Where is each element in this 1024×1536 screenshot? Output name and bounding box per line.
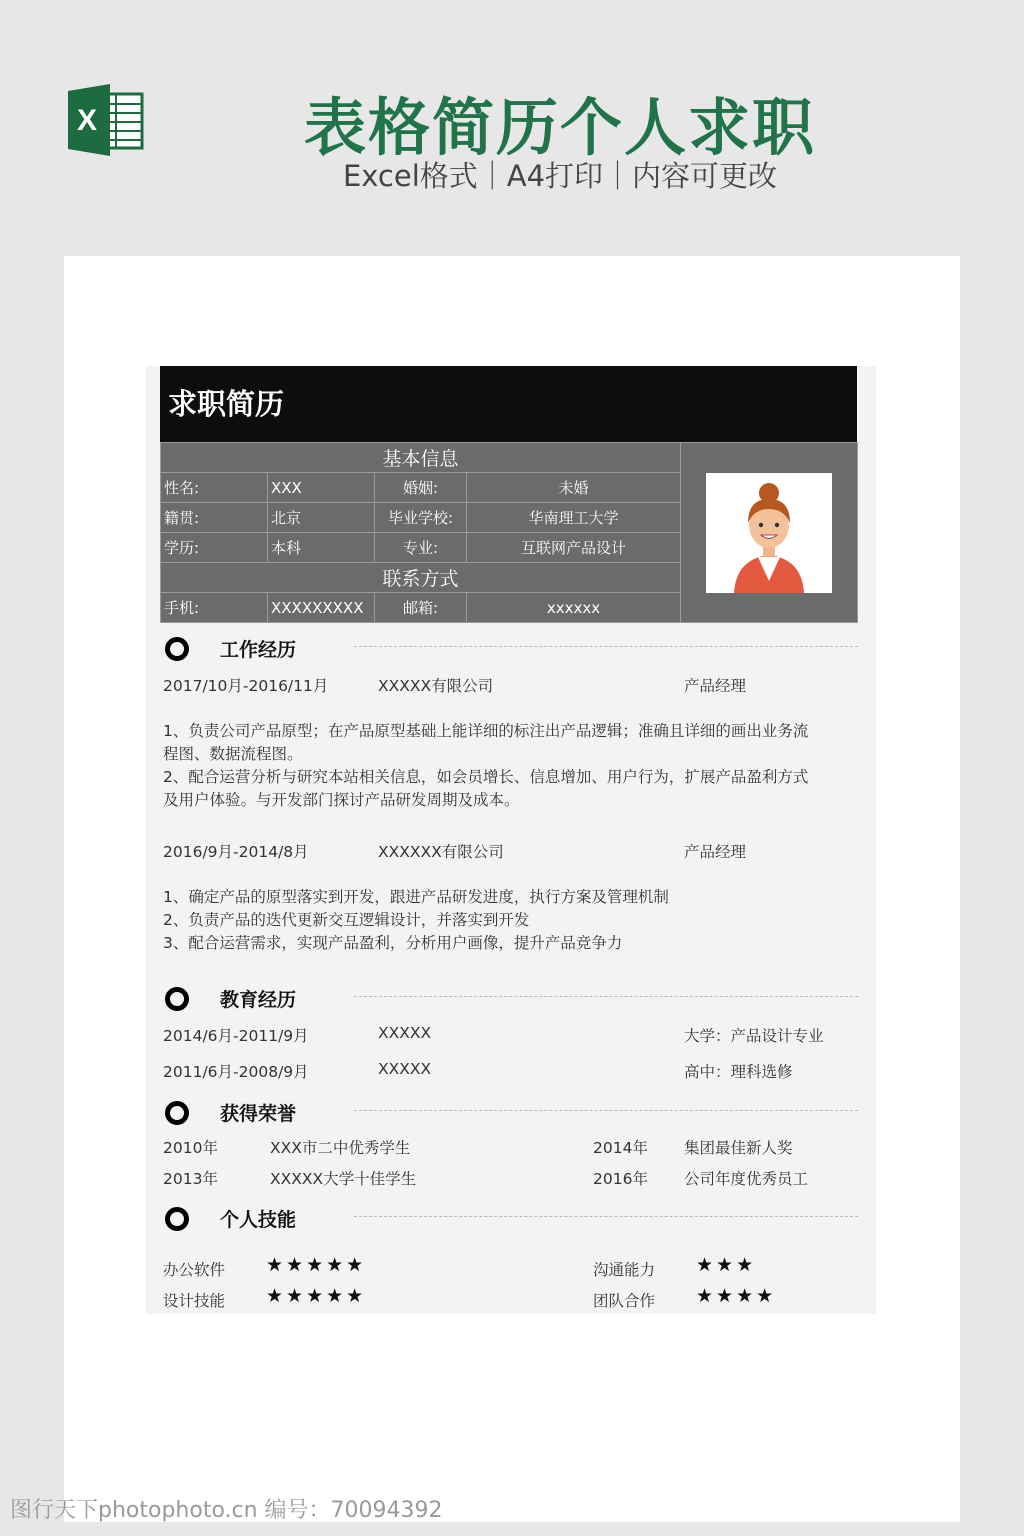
edu-period: 2011/6月-2008/9月 bbox=[163, 1063, 309, 1081]
hometown-label: 籍贯: bbox=[161, 503, 268, 533]
skills-section-header bbox=[164, 1204, 858, 1234]
dashed-divider bbox=[354, 646, 858, 647]
edu-period: 2014/6月-2011/9月 bbox=[163, 1027, 309, 1045]
description-line: 1、负责公司产品原型；在产品原型基础上能详细的标注出产品逻辑；准确且详细的画出业务流 bbox=[163, 722, 809, 740]
basic-info-table bbox=[160, 442, 858, 623]
page-subtitle: Excel格式｜A4打印｜内容可更改 bbox=[342, 159, 778, 193]
edu-school: XXXXX bbox=[378, 1024, 432, 1042]
photo-cell bbox=[681, 443, 858, 623]
star-rating: ★★★ bbox=[696, 1254, 757, 1276]
star-rating: ★★★★★ bbox=[266, 1285, 367, 1307]
honors-section-header bbox=[164, 1098, 858, 1128]
education-section-header bbox=[164, 984, 858, 1014]
honor-year: 2016年 bbox=[593, 1170, 648, 1188]
watermark: 图行天下photophoto.cn 编号：70094392 bbox=[10, 1498, 443, 1523]
ring-bullet-icon bbox=[165, 987, 189, 1011]
ring-bullet-icon bbox=[165, 637, 189, 661]
description-line: 3、配合运营需求，实现产品盈利，分析用户画像，提升产品竞争力 bbox=[163, 934, 623, 952]
description-line: 1、确定产品的原型落实到开发，跟进产品研发进度，执行方案及管理机制 bbox=[163, 888, 669, 906]
job-description bbox=[163, 720, 858, 812]
page-title: 表格简历个人求职 bbox=[303, 91, 816, 164]
description-line: 2、配合运营分析与研究本站相关信息，如会员增长、信息增加、用户行为，扩展产品盈利方式 bbox=[163, 768, 809, 786]
section-title: 工作经历 bbox=[220, 639, 297, 661]
section-title: 个人技能 bbox=[220, 1209, 297, 1231]
description-line: 及用户体验。与开发部门探讨产品研发周期及成本。 bbox=[163, 791, 520, 809]
svg-text:X: X bbox=[76, 104, 98, 137]
honor-year: 2010年 bbox=[163, 1139, 218, 1157]
section-title: 获得荣誉 bbox=[220, 1103, 297, 1125]
basic-info-header: 基本信息 bbox=[161, 443, 681, 473]
description-line: 2、负责产品的迭代更新交互逻辑设计，并落实到开发 bbox=[163, 911, 530, 929]
honor-name: 公司年度优秀员工 bbox=[684, 1170, 809, 1188]
star-rating: ★★★★★ bbox=[266, 1254, 367, 1276]
contact-header: 联系方式 bbox=[161, 563, 681, 593]
email-label: 邮箱: bbox=[375, 593, 467, 623]
job-period: 2017/10月-2016/11月 bbox=[163, 677, 329, 695]
school-value: 华南理工大学 bbox=[467, 503, 681, 533]
honor-name: 集团最佳新人奖 bbox=[684, 1139, 793, 1157]
skill-name: 团队合作 bbox=[593, 1292, 656, 1310]
ring-bullet-icon bbox=[165, 1101, 189, 1125]
honor-year: 2013年 bbox=[163, 1170, 218, 1188]
major-value: 互联网产品设计 bbox=[467, 533, 681, 563]
dashed-divider bbox=[354, 996, 858, 997]
honor-name: XXXXX大学十佳学生 bbox=[270, 1170, 417, 1188]
marital-value: 未婚 bbox=[467, 473, 681, 503]
dashed-divider bbox=[354, 1216, 858, 1217]
name-label: 性名: bbox=[161, 473, 268, 503]
dashed-divider bbox=[354, 1110, 858, 1111]
job-company: XXXXX有限公司 bbox=[378, 677, 494, 695]
job-period: 2016/9月-2014/8月 bbox=[163, 843, 309, 861]
excel-icon bbox=[66, 84, 144, 156]
job-role: 产品经理 bbox=[684, 843, 747, 861]
edu-major: 大学：产品设计专业 bbox=[684, 1027, 824, 1045]
description-line: 程图、数据流程图。 bbox=[163, 745, 303, 763]
edu-school: XXXXX bbox=[378, 1060, 432, 1078]
job-company: XXXXXX有限公司 bbox=[378, 843, 504, 861]
work-section-header bbox=[164, 634, 858, 664]
school-label: 毕业学校: bbox=[375, 503, 467, 533]
skill-name: 办公软件 bbox=[163, 1261, 226, 1279]
phone-value: XXXXXXXXX bbox=[268, 593, 375, 623]
table-row bbox=[161, 443, 858, 473]
marital-label: 婚姻: bbox=[375, 473, 467, 503]
phone-label: 手机: bbox=[161, 593, 268, 623]
header bbox=[0, 0, 1024, 240]
section-title: 教育经历 bbox=[220, 989, 297, 1011]
resume-title: 求职简历 bbox=[160, 366, 857, 442]
degree-value: 本科 bbox=[268, 533, 375, 563]
edu-major: 高中：理科选修 bbox=[684, 1063, 793, 1081]
job-role: 产品经理 bbox=[684, 677, 747, 695]
email-value: xxxxxx bbox=[467, 593, 681, 623]
resume bbox=[146, 366, 876, 1314]
document-sheet bbox=[64, 256, 960, 1522]
ring-bullet-icon bbox=[165, 1207, 189, 1231]
major-label: 专业: bbox=[375, 533, 467, 563]
hometown-value: 北京 bbox=[268, 503, 375, 533]
name-value: XXX bbox=[268, 473, 375, 503]
skill-name: 沟通能力 bbox=[593, 1261, 656, 1279]
skill-name: 设计技能 bbox=[163, 1292, 226, 1310]
avatar-illustration bbox=[706, 473, 832, 593]
star-rating: ★★★★ bbox=[696, 1285, 777, 1307]
degree-label: 学历: bbox=[161, 533, 268, 563]
avatar bbox=[706, 473, 832, 593]
job-description bbox=[163, 886, 858, 955]
honor-year: 2014年 bbox=[593, 1139, 648, 1157]
honor-name: XXX市二中优秀学生 bbox=[270, 1139, 411, 1157]
